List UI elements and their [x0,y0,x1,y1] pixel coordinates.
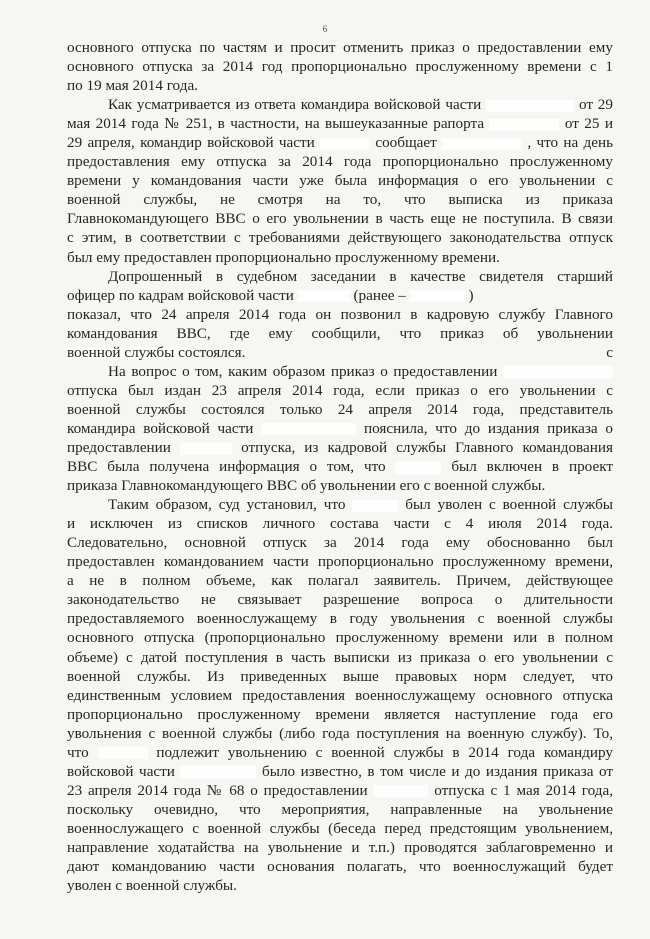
text-line [67,248,613,267]
text-line [67,362,613,381]
text-line [67,114,613,133]
text-line [67,648,613,667]
text-segment: основного отпуска по частям и просит отменить приказ о предоставлении ему [67,39,613,56]
text-line [67,800,613,819]
text-segment: пропорционально прослуженному времени является наступление года его [67,705,613,723]
text-segment: дают командованию части основания полагать, что военнослужащий будет [67,858,613,876]
text-segment: приказа Главнокомандующего ВВС об увольнении его с военной службы. [67,477,546,495]
text-segment: предоставления ему отпуска за 2014 года пропорционально прослуженному [67,153,613,171]
text-line [67,57,613,76]
text-segment: а не в полном объеме, как полагал заявитель. Причем, действующее [67,572,613,590]
text-line [67,495,613,514]
paragraph [67,267,613,362]
redacted-gap [98,747,148,759]
text-line [67,552,613,571]
redacted-gap [442,138,522,150]
text-line [67,743,613,762]
text-segment: военной службы состоялся. [67,343,246,361]
text-line [67,228,613,247]
text-line [67,533,613,552]
text-line [67,95,613,114]
text-line [67,209,613,228]
redacted-gap [261,423,356,435]
redacted-gap [320,138,370,150]
text-segment: мая 2014 года № 251, в частности, на вышеуказанные рапорта [67,115,485,133]
redacted-gap [489,119,559,131]
text-segment: подлежит увольнению с военной службы в 2014 года командиру [156,743,614,761]
text-line [67,419,613,438]
text-line [67,705,613,724]
paragraph [67,38,613,95]
text-segment: был включен в проект [451,458,614,476]
text-line [67,133,613,152]
text-segment: , что на день [527,134,614,152]
text-segment: Следовательно, основной отпуск за 2014 года ему обоснованно был [67,534,613,552]
text-line [67,514,613,533]
text-segment: основного отпуска за 2014 год пропорционально прослуженному времени с 1 [67,58,613,76]
text-segment: с [606,343,613,361]
text-segment: предоставлен командованием части пропорционально прослуженному времени, [67,553,613,571]
text-segment: военной службы, не смотря на то, что выписка из приказа [67,191,613,209]
text-line [67,286,613,305]
text-line [67,724,613,743]
text-segment: предоставляемого военнослужащему в году увольнения с военной службы [67,610,613,628]
text-line [67,819,613,838]
text-line [67,590,613,609]
redacted-gap [298,290,350,302]
text-segment: ВВС была получена информация о том, что [67,458,386,476]
text-segment: законодательство не связывает разрешение вопроса о длительности [67,591,613,609]
text-segment: с этим, в соответствии с требованиями действующего законодательства отпуск [67,229,613,247]
text-line [67,438,613,457]
text-segment: времени у командования части уже была информация о его увольнении с [67,172,613,190]
text-segment: был уволен с военной службы [405,496,614,514]
text-segment: Допрошенный в судебном заседании в качестве свидетеля старший [108,267,613,285]
text-segment: военной службы состоялся только 24 апреля 2014 года, представитель [67,400,613,418]
text-line [67,686,613,705]
text-segment: от 25 и [564,115,613,133]
text-segment: командования ВВС, где ему сообщили, что приказ об увольнении [67,324,613,342]
text-line [67,628,613,647]
redacted-gap [180,443,232,455]
redacted-gap [410,290,465,302]
text-segment: объеме) с датой поступления в часть выписки из приказа о его увольнении с [67,648,613,666]
text-segment: уволен с военной службы. [67,877,237,895]
text-segment: единственным условием предоставления военнослужащему основного отпуска [67,686,613,704]
text-segment: что [67,743,89,761]
paragraph [67,362,613,495]
text-segment: поскольку очевидно, что мероприятия, направленные на увольнение [67,800,613,818]
text-line [67,857,613,876]
text-segment: 29 апреля, командир войсковой части [67,134,315,152]
text-segment: Как усматривается из ответа командира войсковой части [108,96,482,114]
text-line [67,762,613,781]
text-segment: Главнокомандующего ВВС о его увольнении в часть еще не поступила. В связи [67,210,613,228]
text-line [67,305,613,324]
text-segment: по 19 мая 2014 года. [67,77,198,95]
text-line [67,781,613,800]
text-line [67,876,613,895]
redacted-gap [486,100,574,112]
text-line [67,838,613,857]
text-segment: показал, что 24 апреля 2014 года он позвонил в кадровую службу Главного [67,305,613,323]
redacted-gap [395,462,441,474]
text-segment: военной службы. Из приведенных выше правовых норм следует, что [67,667,613,685]
text-segment: отпуска был издан 23 апреля 2014 года, если приказ о его увольнении с [67,381,613,399]
paragraph [67,95,613,266]
text-segment: ) [468,286,474,304]
text-segment: пояснила, что до издания приказа о [364,419,614,437]
redacted-gap [503,366,613,378]
text-segment: увольнения с военной службы (либо года поступления на военную службу). То, [67,724,613,742]
redacted-gap [373,785,428,797]
text-segment: офицер по кадрам войсковой части [67,286,294,304]
text-segment: направление ходатайства на увольнение и т.п.) проводятся заблаговременно и [67,838,613,856]
text-line [67,667,613,686]
redacted-gap [352,500,398,512]
text-line [67,476,613,495]
text-segment: военнослужащего с военной службы (беседа перед предстоящим увольнением, [67,819,613,837]
text-segment: от 29 [578,96,613,114]
text-segment: отпуска с 1 мая 2014 года, [434,781,613,799]
text-line [67,152,613,171]
text-segment: отпуска, из кадровой службы Главного командования [241,438,614,456]
text-segment: На вопрос о том, каким образом приказ о предоставлении [108,362,498,380]
text-segment: предоставлении [67,438,171,456]
paragraph [67,495,613,895]
text-segment: войсковой части [67,762,175,780]
text-segment: Таким образом, суд установил, что [108,496,346,514]
text-line [67,457,613,476]
text-segment: сообщает [375,134,437,152]
text-segment: был ему предоставлен пропорционально прослуженному времени. [67,248,500,266]
text-segment: командира войсковой части [67,419,254,437]
text-line [67,571,613,590]
text-segment: основного отпуска (пропорционально прослуженному времени или в полном [67,629,613,647]
text-line [67,38,613,57]
text-line [67,400,613,419]
text-line [67,267,613,286]
text-segment: 23 апреля 2014 года № 68 о предоставлении [67,781,368,799]
text-segment: и исключен из списков личного состава части с 4 июля 2014 года. [67,515,613,533]
text-line [67,190,613,209]
page-number: 6 [322,24,328,34]
text-line [67,609,613,628]
text-line [67,381,613,400]
redacted-gap [180,766,256,778]
text-line [67,171,613,190]
text-line [67,76,613,95]
text-segment: (ранее – [353,286,406,304]
text-segment: было известно, в том числе и до издания приказа от [262,762,614,780]
document-body [67,38,613,895]
